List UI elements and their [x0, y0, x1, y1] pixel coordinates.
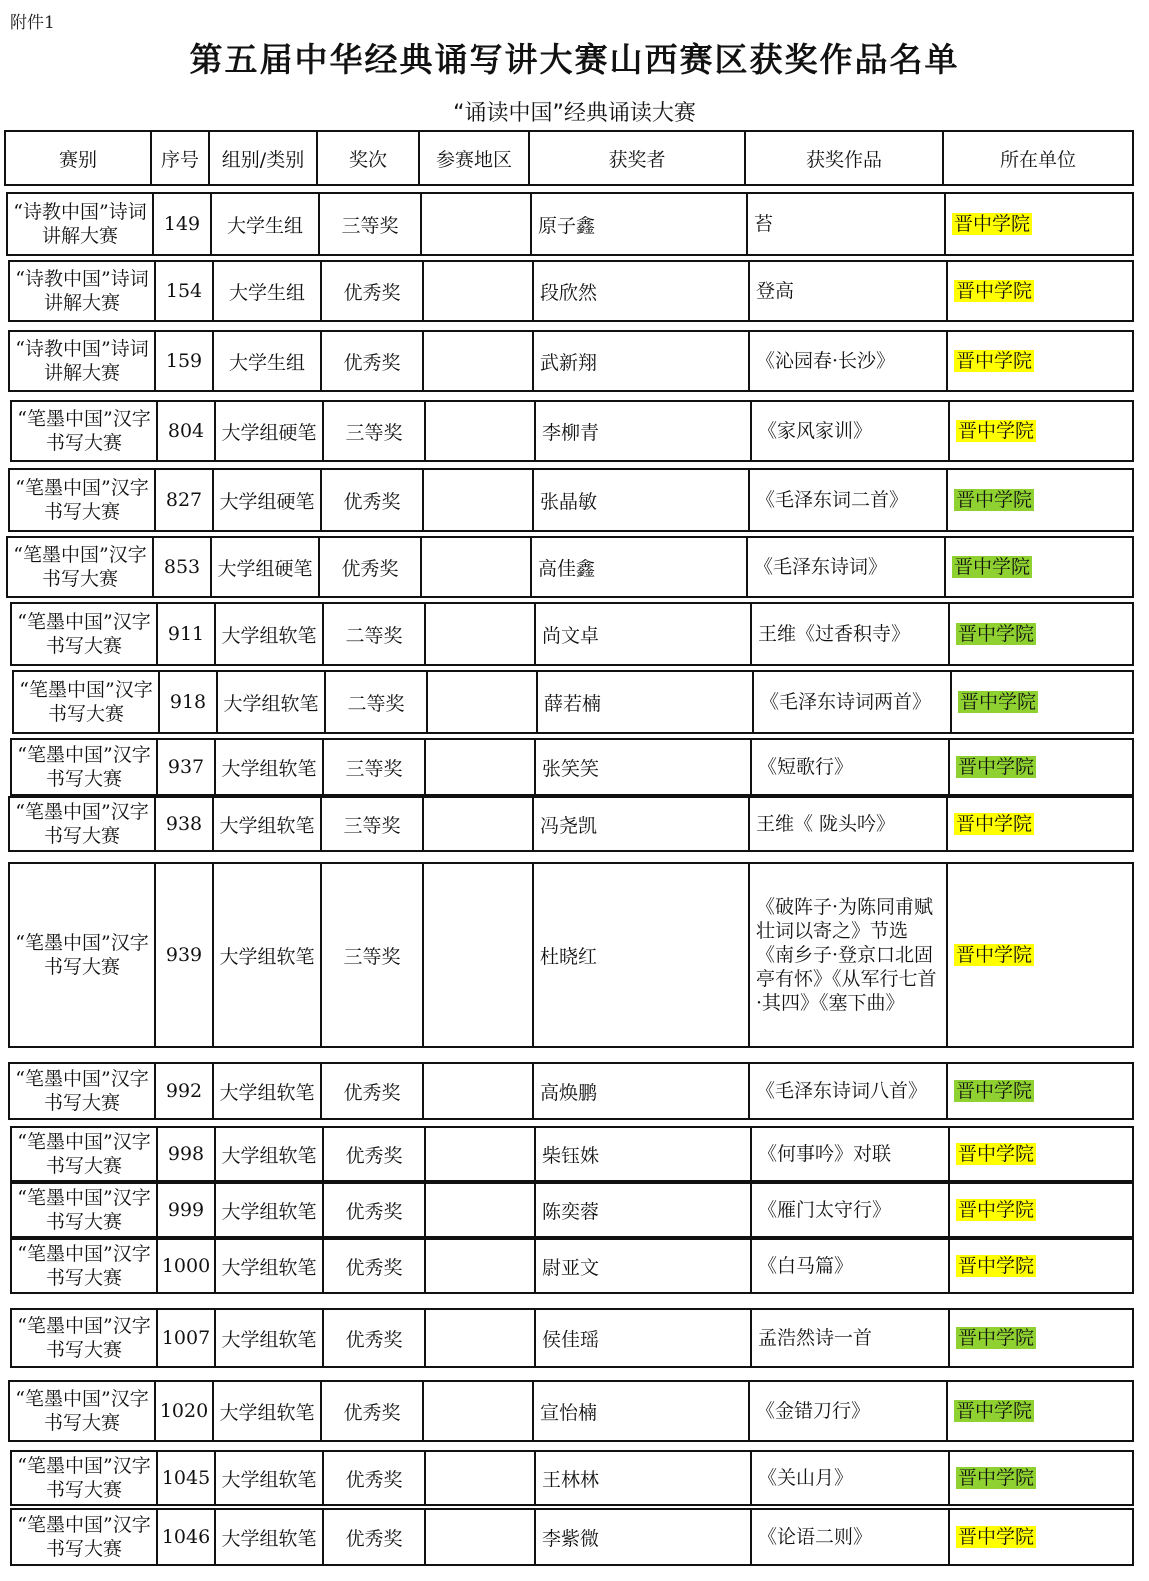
cell-unit [948, 1382, 1132, 1440]
cell-number: 154 [156, 262, 214, 320]
cell-unit [948, 798, 1132, 850]
cell-number: 804 [158, 402, 216, 460]
table-row [8, 468, 1134, 532]
cell-competition: “笔墨中国”汉字书写大赛 [12, 1310, 158, 1366]
cell-work: 登高 [750, 262, 948, 320]
cell-number: 911 [158, 604, 216, 664]
cell-competition: “笔墨中国”汉字书写大赛 [10, 1064, 156, 1118]
cell-winner: 高佳鑫 [532, 538, 748, 596]
cell-group: 大学组硬笔 [214, 470, 322, 530]
cell-group: 大学组软笔 [214, 798, 322, 850]
cell-work: 王维《 陇头吟》 [750, 798, 948, 850]
unit-highlight: 晋中学院 [954, 213, 1031, 235]
cell-competition: “笔墨中国”汉字书写大赛 [10, 798, 156, 850]
cell-unit [950, 1452, 1132, 1504]
cell-competition: “笔墨中国”汉字书写大赛 [14, 672, 160, 732]
cell-competition: “笔墨中国”汉字书写大赛 [12, 1452, 158, 1504]
cell-award: 三等奖 [322, 798, 424, 850]
cell-number: 853 [154, 538, 212, 596]
cell-region [424, 332, 534, 390]
table-row [8, 260, 1134, 322]
cell-winner: 张笑笑 [536, 740, 752, 794]
header-winner: 获奖者 [530, 132, 746, 184]
cell-group: 大学组软笔 [216, 1510, 324, 1564]
table-row [10, 1238, 1134, 1294]
cell-winner: 薛若楠 [538, 672, 754, 732]
header-region: 参赛地区 [420, 132, 530, 184]
cell-region [422, 538, 532, 596]
table-header [4, 130, 1134, 186]
cell-competition: “笔墨中国”汉字书写大赛 [10, 864, 156, 1046]
cell-work: 《毛泽东诗词两首》 [754, 672, 952, 732]
cell-region [424, 1382, 534, 1440]
page-title: 第五届中华经典诵写讲大赛山西赛区获奖作品名单 [189, 40, 960, 79]
cell-award: 三等奖 [322, 864, 424, 1046]
header-work: 获奖作品 [746, 132, 944, 184]
cell-group: 大学组软笔 [214, 864, 322, 1046]
cell-group: 大学组硬笔 [216, 402, 324, 460]
table-row [8, 330, 1134, 392]
unit-highlight: 晋中学院 [956, 1080, 1033, 1102]
cell-competition: “诗教中国”诗词讲解大赛 [8, 194, 154, 254]
table-row [6, 536, 1134, 598]
cell-award: 优秀奖 [324, 1510, 426, 1564]
cell-unit [950, 1310, 1132, 1366]
cell-group: 大学生组 [214, 332, 322, 390]
cell-work: 孟浩然诗一首 [752, 1310, 950, 1366]
cell-unit [946, 194, 1132, 254]
unit-highlight: 晋中学院 [956, 1400, 1033, 1422]
unit-highlight: 晋中学院 [958, 1327, 1035, 1349]
cell-number: 992 [156, 1064, 214, 1118]
unit-highlight: 晋中学院 [956, 280, 1033, 302]
cell-unit [946, 538, 1132, 596]
cell-unit [950, 1128, 1132, 1180]
table-row [8, 796, 1134, 852]
header-group: 组别/类别 [210, 132, 318, 184]
cell-number: 1000 [158, 1240, 216, 1292]
header-award: 奖次 [318, 132, 420, 184]
cell-number: 938 [156, 798, 214, 850]
cell-winner: 尚文卓 [536, 604, 752, 664]
cell-winner: 柴钰姝 [536, 1128, 752, 1180]
cell-unit [950, 740, 1132, 794]
header-number: 序号 [152, 132, 210, 184]
unit-highlight: 晋中学院 [958, 1526, 1035, 1548]
cell-region [426, 1310, 536, 1366]
cell-group: 大学组软笔 [216, 1240, 324, 1292]
cell-winner: 冯尧凯 [534, 798, 750, 850]
cell-group: 大学组软笔 [216, 1310, 324, 1366]
cell-winner: 宣怡楠 [534, 1382, 750, 1440]
cell-work: 《关山月》 [752, 1452, 950, 1504]
cell-winner: 武新翔 [534, 332, 750, 390]
cell-work: 《毛泽东诗词》 [748, 538, 946, 596]
cell-unit [948, 864, 1132, 1046]
cell-group: 大学组软笔 [216, 1128, 324, 1180]
cell-work: 《白马篇》 [752, 1240, 950, 1292]
cell-group: 大学组软笔 [214, 1064, 322, 1118]
cell-unit [948, 1064, 1132, 1118]
cell-group: 大学生组 [214, 262, 322, 320]
unit-highlight: 晋中学院 [956, 813, 1033, 835]
cell-unit [950, 1184, 1132, 1236]
cell-region [426, 1184, 536, 1236]
cell-work: 《沁园春·长沙》 [750, 332, 948, 390]
attachment-label: 附件1 [10, 13, 55, 33]
unit-highlight: 晋中学院 [958, 420, 1035, 442]
header-unit: 所在单位 [999, 148, 1076, 171]
cell-number: 149 [154, 194, 212, 254]
unit-highlight: 晋中学院 [958, 1199, 1035, 1221]
cell-winner: 侯佳瑶 [536, 1310, 752, 1366]
table-row [10, 1450, 1134, 1506]
unit-highlight: 晋中学院 [958, 756, 1035, 778]
table-row [10, 1308, 1134, 1368]
unit-highlight: 晋中学院 [954, 556, 1031, 578]
cell-region [424, 470, 534, 530]
cell-group: 大学组软笔 [214, 1382, 322, 1440]
header-competition: 赛别 [6, 132, 152, 184]
cell-region [428, 672, 538, 732]
cell-winner: 高焕鹏 [534, 1064, 750, 1118]
cell-group: 大学生组 [212, 194, 320, 254]
cell-award: 三等奖 [320, 194, 422, 254]
table-row [8, 1380, 1134, 1442]
cell-winner: 杜晓红 [534, 864, 750, 1046]
cell-competition: “笔墨中国”汉字书写大赛 [10, 1382, 156, 1440]
unit-highlight: 晋中学院 [958, 1467, 1035, 1489]
cell-number: 827 [156, 470, 214, 530]
cell-group: 大学组硬笔 [212, 538, 320, 596]
cell-competition: “笔墨中国”汉字书写大赛 [12, 1510, 158, 1564]
cell-work: 《何事吟》对联 [752, 1128, 950, 1180]
cell-competition: “笔墨中国”汉字书写大赛 [8, 538, 154, 596]
cell-number: 1045 [158, 1452, 216, 1504]
cell-award: 优秀奖 [322, 332, 424, 390]
cell-unit [948, 262, 1132, 320]
cell-unit [950, 1510, 1132, 1564]
table-row [10, 602, 1134, 666]
cell-competition: “诗教中国”诗词讲解大赛 [10, 332, 156, 390]
cell-group: 大学组软笔 [216, 604, 324, 664]
cell-work: 《短歌行》 [752, 740, 950, 794]
cell-competition: “笔墨中国”汉字书写大赛 [12, 1128, 158, 1180]
cell-region [424, 262, 534, 320]
cell-unit [948, 470, 1132, 530]
cell-number: 1007 [158, 1310, 216, 1366]
cell-work: 《破阵子·为陈同甫赋壮词以寄之》节选《南乡子·登京口北固亭有怀》《从军行七首·其四》《塞下曲》 [750, 864, 948, 1046]
cell-award: 三等奖 [324, 740, 426, 794]
cell-work: 《论语二则》 [752, 1510, 950, 1564]
cell-group: 大学组软笔 [216, 1452, 324, 1504]
table-row [10, 1508, 1134, 1566]
cell-work: 王维《过香积寺》 [752, 604, 950, 664]
cell-competition: “笔墨中国”汉字书写大赛 [12, 604, 158, 664]
cell-competition: “诗教中国”诗词讲解大赛 [10, 262, 156, 320]
cell-number: 999 [158, 1184, 216, 1236]
cell-region [424, 1064, 534, 1118]
cell-award: 二等奖 [326, 672, 428, 732]
table-row [10, 738, 1134, 796]
cell-number: 998 [158, 1128, 216, 1180]
cell-region [426, 1510, 536, 1564]
cell-winner: 尉亚文 [536, 1240, 752, 1292]
table-row [8, 1062, 1134, 1120]
cell-unit [950, 604, 1132, 664]
cell-winner: 原子鑫 [532, 194, 748, 254]
cell-number: 1020 [156, 1382, 214, 1440]
cell-award: 二等奖 [324, 604, 426, 664]
table-row [6, 192, 1134, 256]
unit-highlight: 晋中学院 [958, 1255, 1035, 1277]
cell-winner: 王林林 [536, 1452, 752, 1504]
table-row [8, 862, 1134, 1048]
cell-award: 优秀奖 [324, 1240, 426, 1292]
cell-winner: 李柳青 [536, 402, 752, 460]
cell-work: 《毛泽东诗词八首》 [750, 1064, 948, 1118]
cell-group: 大学组软笔 [216, 1184, 324, 1236]
cell-group: 大学组软笔 [218, 672, 326, 732]
unit-highlight: 晋中学院 [956, 489, 1033, 511]
unit-highlight: 晋中学院 [958, 1143, 1035, 1165]
cell-competition: “笔墨中国”汉字书写大赛 [12, 402, 158, 460]
cell-region [424, 864, 534, 1046]
cell-award: 优秀奖 [324, 1452, 426, 1504]
cell-region [422, 194, 532, 254]
cell-award: 优秀奖 [322, 1382, 424, 1440]
cell-work: 《金错刀行》 [750, 1382, 948, 1440]
cell-unit [950, 1240, 1132, 1292]
cell-winner: 李紫微 [536, 1510, 752, 1564]
cell-region [426, 604, 536, 664]
cell-award: 优秀奖 [322, 1064, 424, 1118]
cell-award: 三等奖 [324, 402, 426, 460]
cell-award: 优秀奖 [320, 538, 422, 596]
cell-region [426, 1452, 536, 1504]
cell-award: 优秀奖 [322, 262, 424, 320]
cell-work: 苔 [748, 194, 946, 254]
cell-work: 《雁门太守行》 [752, 1184, 950, 1236]
cell-unit [950, 402, 1132, 460]
unit-highlight: 晋中学院 [960, 691, 1037, 713]
cell-region [426, 740, 536, 794]
cell-award: 优秀奖 [324, 1128, 426, 1180]
cell-award: 优秀奖 [322, 470, 424, 530]
cell-winner: 段欣然 [534, 262, 750, 320]
table-row [10, 1126, 1134, 1182]
cell-competition: “笔墨中国”汉字书写大赛 [12, 1184, 158, 1236]
table-row [10, 1182, 1134, 1238]
cell-award: 优秀奖 [324, 1184, 426, 1236]
cell-winner: 陈奕蓉 [536, 1184, 752, 1236]
unit-highlight: 晋中学院 [958, 623, 1035, 645]
table-row [10, 400, 1134, 462]
cell-number: 918 [160, 672, 218, 732]
cell-work: 《毛泽东词二首》 [750, 470, 948, 530]
cell-number: 159 [156, 332, 214, 390]
table-row [12, 670, 1134, 734]
cell-number: 1046 [158, 1510, 216, 1564]
unit-highlight: 晋中学院 [956, 944, 1033, 966]
cell-competition: “笔墨中国”汉字书写大赛 [12, 740, 158, 794]
cell-region [424, 798, 534, 850]
cell-unit [948, 332, 1132, 390]
cell-unit [952, 672, 1132, 732]
cell-region [426, 1128, 536, 1180]
cell-work: 《家风家训》 [752, 402, 950, 460]
cell-competition: “笔墨中国”汉字书写大赛 [10, 470, 156, 530]
cell-competition: “笔墨中国”汉字书写大赛 [12, 1240, 158, 1292]
cell-award: 优秀奖 [324, 1310, 426, 1366]
page-subtitle: “诵读中国”经典诵读大赛 [453, 101, 696, 126]
cell-number: 937 [158, 740, 216, 794]
cell-winner: 张晶敏 [534, 470, 750, 530]
unit-highlight: 晋中学院 [956, 350, 1033, 372]
cell-region [426, 402, 536, 460]
cell-group: 大学组软笔 [216, 740, 324, 794]
cell-number: 939 [156, 864, 214, 1046]
cell-region [426, 1240, 536, 1292]
